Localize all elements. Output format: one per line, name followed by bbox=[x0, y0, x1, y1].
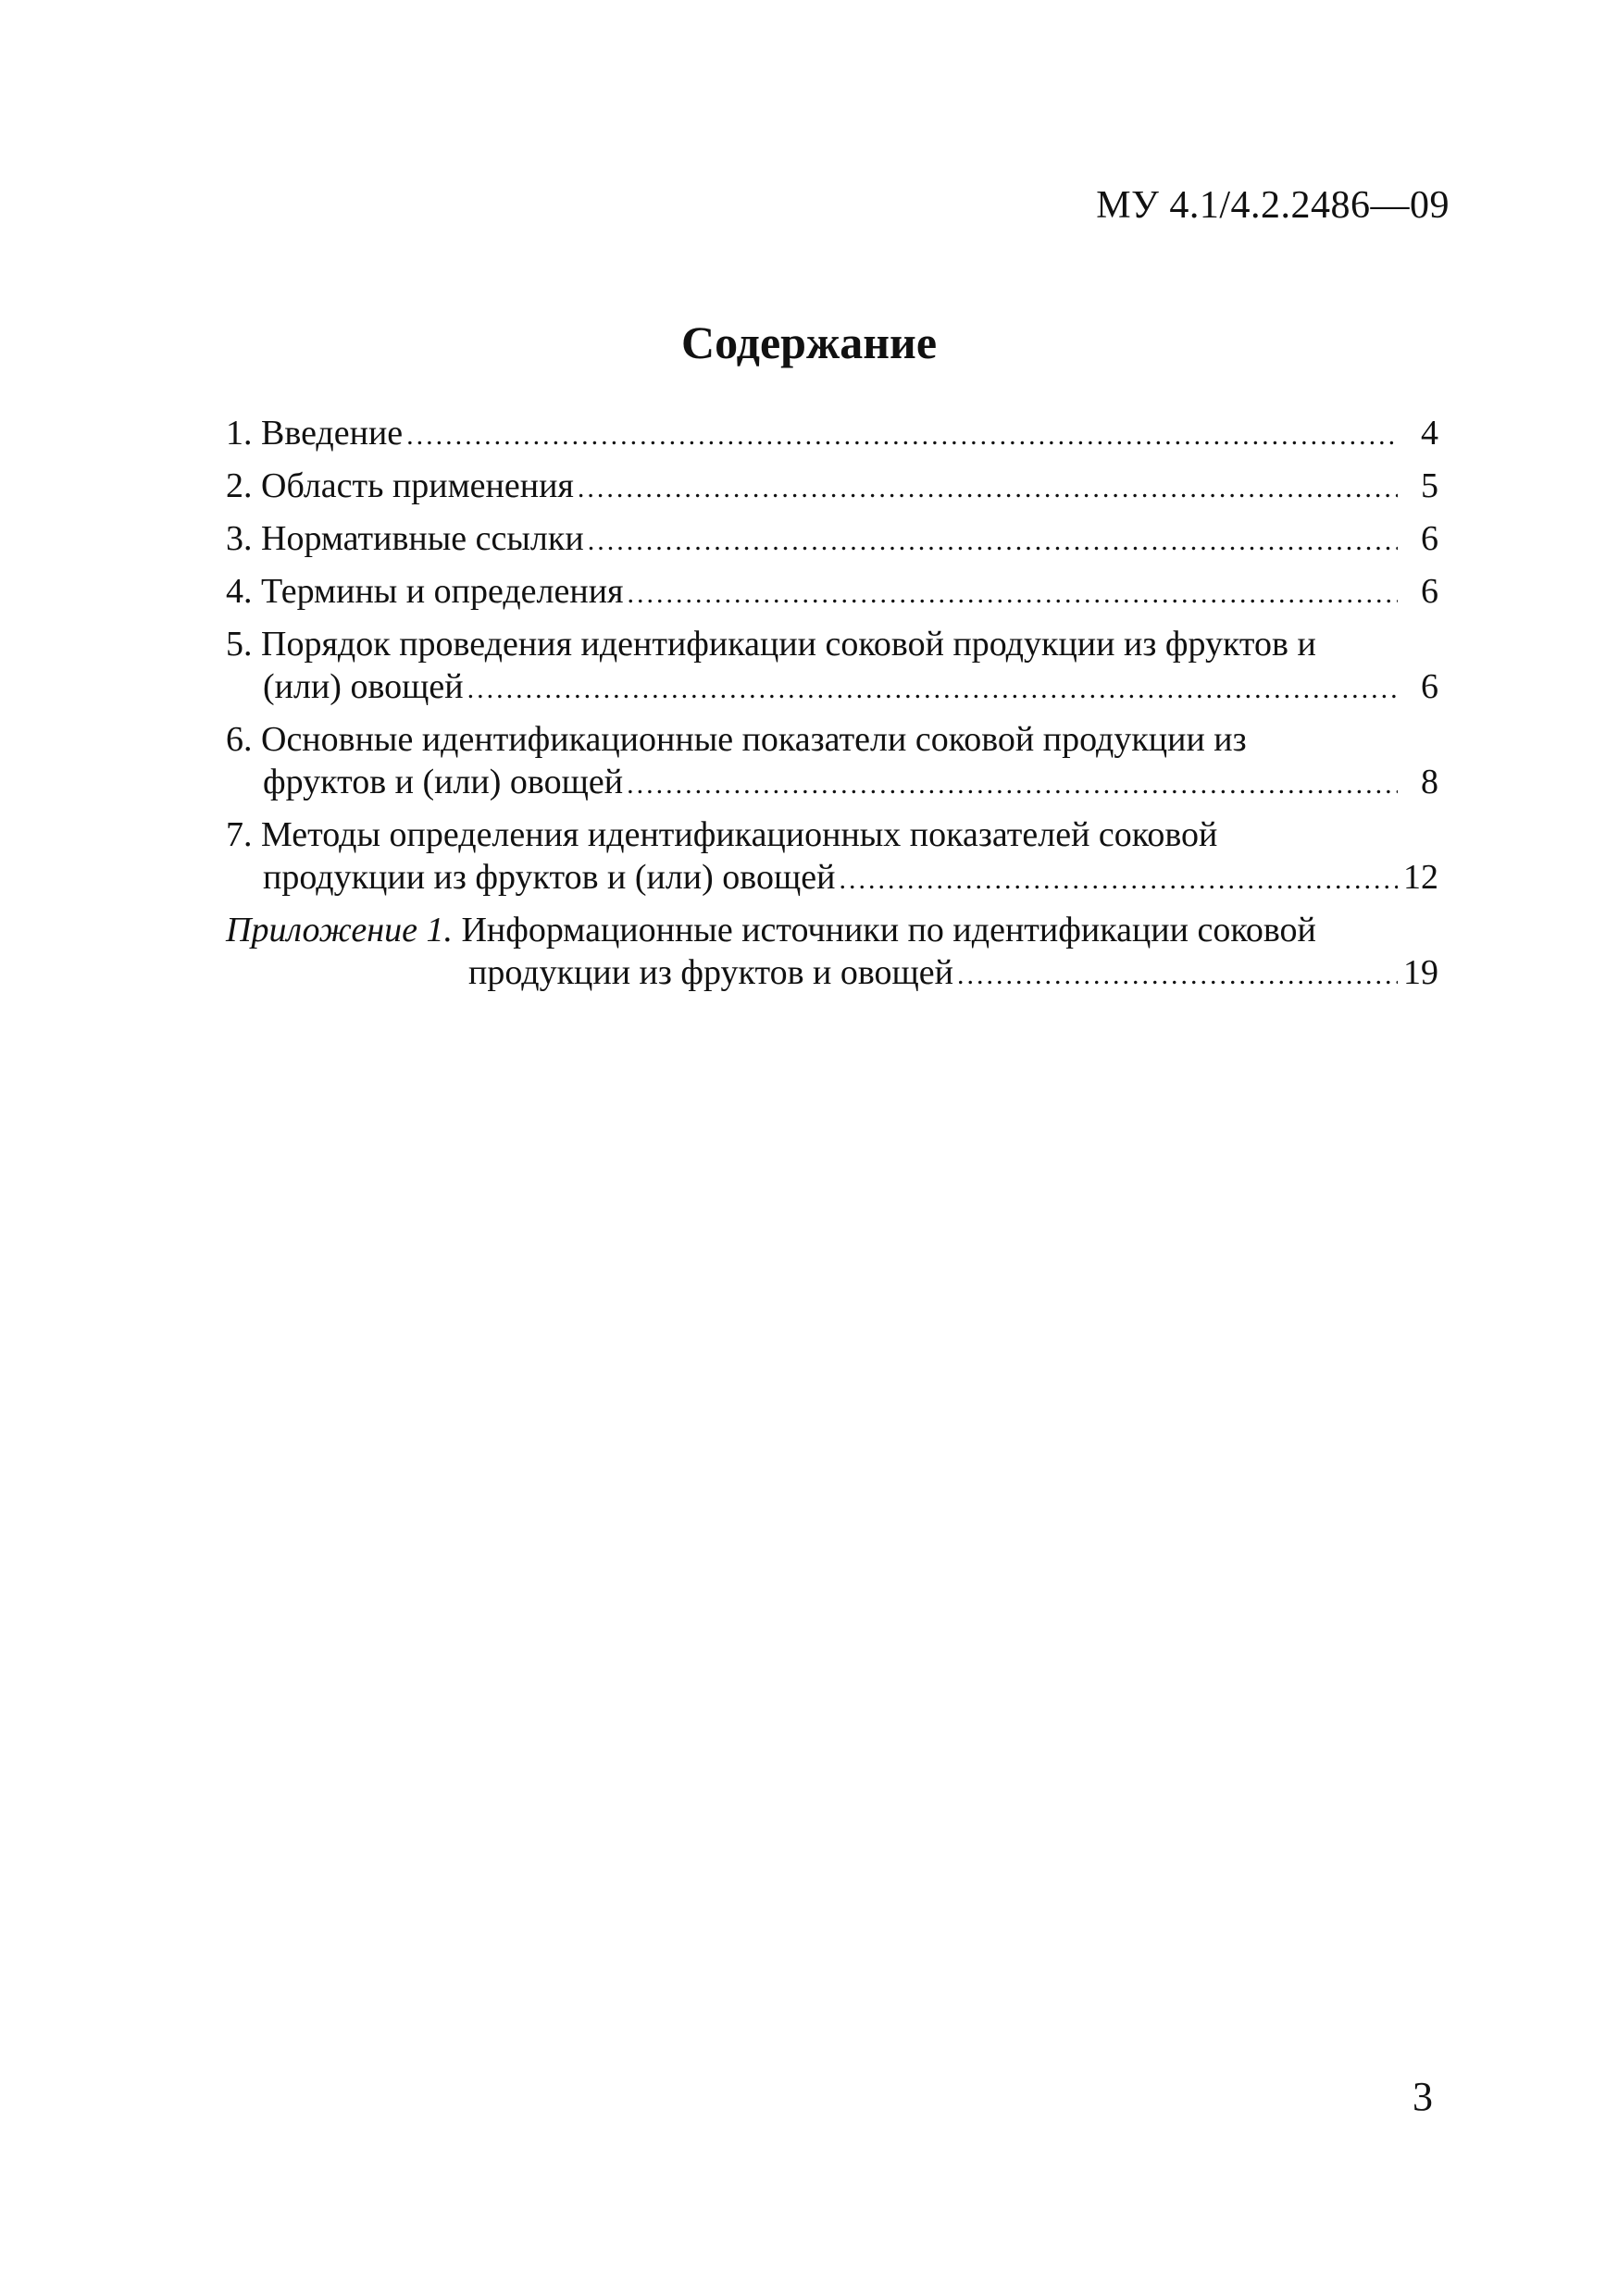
toc-entry-page: 4 bbox=[1421, 414, 1438, 453]
toc-entry-label: 7. Методы определения идентификационных показателей соковой bbox=[226, 815, 1218, 854]
toc-entry-page: 6 bbox=[1421, 519, 1438, 558]
appendix-prefix: Приложение 1. bbox=[226, 911, 453, 949]
toc-entry-normative-references[interactable] bbox=[226, 517, 1438, 563]
toc-entry-label: 4. Термины и определения bbox=[226, 572, 624, 611]
toc-entry-label: Информационные источники по идентификации соковой bbox=[461, 911, 1316, 949]
toc-entry-label: 1. Введение bbox=[226, 414, 404, 453]
toc-entry-label: 2. Область применения bbox=[226, 466, 574, 505]
toc-entry-page: 8 bbox=[1421, 763, 1438, 801]
toc-entry-identification-indicators[interactable] bbox=[226, 718, 1438, 806]
dot-leader bbox=[957, 954, 1398, 997]
toc-entry-terms-definitions[interactable] bbox=[226, 570, 1438, 615]
toc-title: Содержание bbox=[680, 316, 938, 368]
toc-entry-page: 6 bbox=[1421, 572, 1438, 611]
toc-entry-page: 5 bbox=[1421, 466, 1438, 505]
dot-leader bbox=[627, 763, 1398, 806]
toc-entry-label-continued: продукции из фруктов и (или) овощей bbox=[263, 858, 836, 897]
dot-leader bbox=[588, 520, 1398, 563]
page-number: 3 bbox=[1413, 2074, 1433, 2119]
toc-entry-page: 19 bbox=[1403, 953, 1438, 992]
toc-entry-label-continued: (или) овощей bbox=[263, 667, 464, 706]
toc-entry-page: 12 bbox=[1403, 858, 1438, 897]
dot-leader bbox=[578, 467, 1398, 510]
toc-entry-label-continued: фруктов и (или) овощей bbox=[263, 763, 624, 801]
toc-entry-label: 3. Нормативные ссылки bbox=[226, 519, 584, 558]
toc-entry-identification-procedure[interactable] bbox=[226, 623, 1438, 711]
toc-entry-appendix-1[interactable] bbox=[226, 909, 1438, 997]
toc-entry-methods[interactable] bbox=[226, 813, 1438, 901]
toc-entry-introduction[interactable] bbox=[226, 412, 1438, 457]
toc-entry-label: 5. Порядок проведения идентификации соковой продукции из фруктов и bbox=[226, 625, 1316, 664]
toc-entry-page: 6 bbox=[1421, 667, 1438, 706]
document-code: МУ 4.1/4.2.2486—09 bbox=[1096, 184, 1450, 227]
toc-entry-label: 6. Основные идентификационные показатели соковой продукции из bbox=[226, 720, 1247, 759]
dot-leader bbox=[406, 415, 1398, 457]
toc-entry-label-continued: продукции из фруктов и овощей bbox=[468, 953, 954, 992]
dot-leader bbox=[467, 668, 1398, 711]
toc-entry-scope[interactable] bbox=[226, 465, 1438, 510]
table-of-contents bbox=[226, 412, 1438, 1004]
dot-leader bbox=[628, 573, 1398, 615]
dot-leader bbox=[839, 859, 1398, 901]
